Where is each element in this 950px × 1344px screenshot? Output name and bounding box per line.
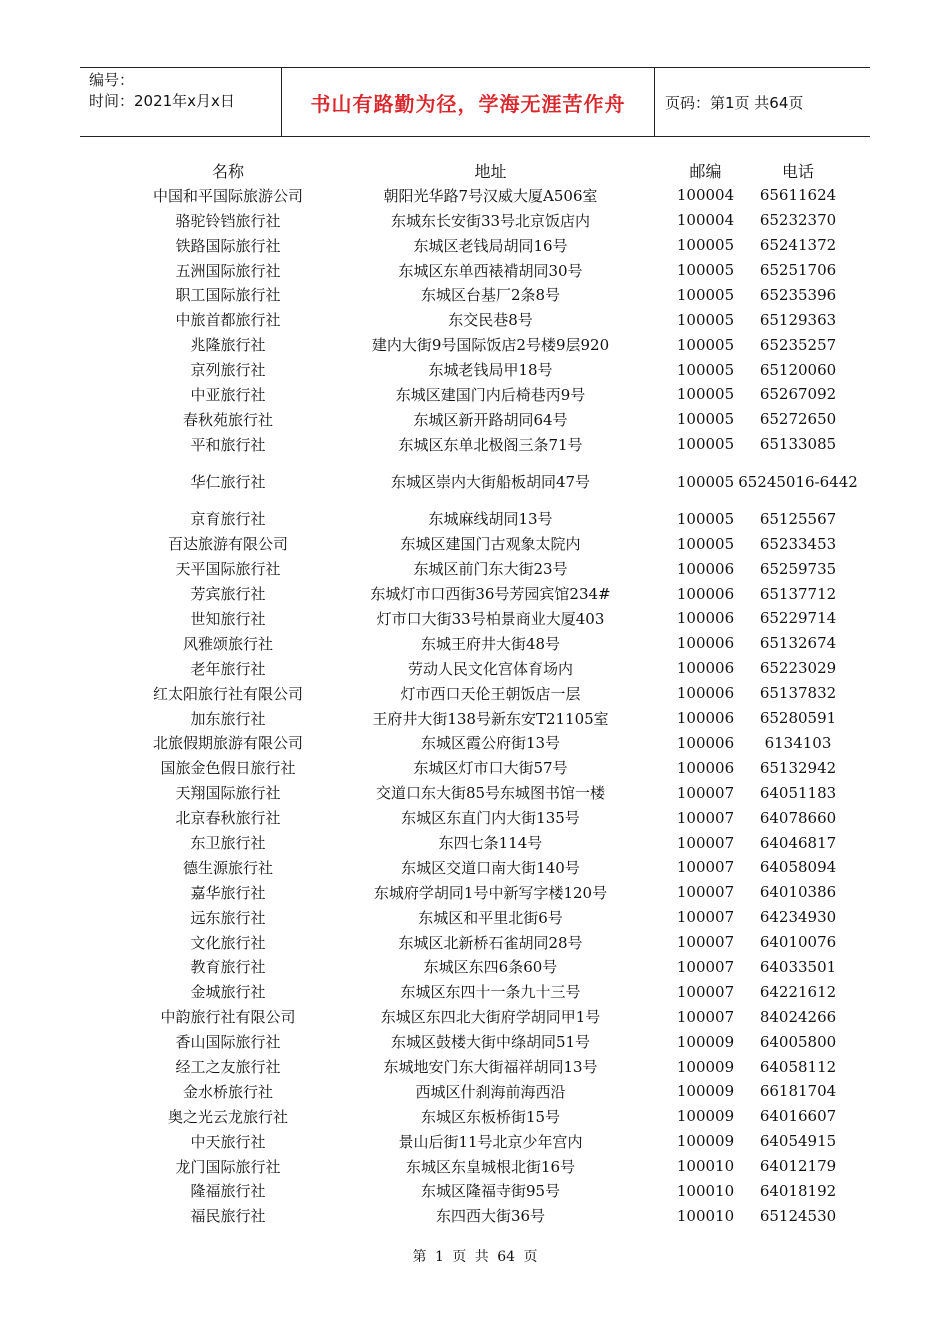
cell-name: 京列旅行社 bbox=[190, 361, 266, 380]
cell-phone: 64033501 bbox=[759, 957, 837, 976]
table-row bbox=[148, 1104, 858, 1129]
cell-zip: 100007 bbox=[676, 883, 735, 902]
page-header bbox=[80, 67, 870, 137]
cell-name: 兆隆旅行社 bbox=[190, 336, 266, 355]
cell-zip: 100010 bbox=[676, 1157, 735, 1176]
travel-agency-table bbox=[148, 158, 858, 1228]
cell-phone: 65133085 bbox=[759, 435, 837, 454]
table-row bbox=[148, 755, 858, 780]
table-row bbox=[148, 681, 858, 706]
cell-address: 建内大街9号国际饭店2号楼9层920 bbox=[371, 336, 610, 355]
cell-address: 东城府学胡同1号中新写字楼120号 bbox=[373, 883, 608, 902]
cell-zip: 100006 bbox=[676, 559, 735, 578]
cell-address: 东城区和平里北街6号 bbox=[418, 908, 563, 927]
cell-zip: 100007 bbox=[676, 808, 735, 827]
cell-address: 东城区霞公府街13号 bbox=[420, 734, 561, 753]
cell-phone: 65137832 bbox=[759, 684, 837, 703]
table-row bbox=[148, 955, 858, 980]
cell-address: 东城区建国门内后椅巷丙9号 bbox=[395, 385, 586, 404]
cell-address: 东城地安门东大街福祥胡同13号 bbox=[383, 1058, 598, 1077]
cell-phone: 65241372 bbox=[759, 236, 837, 255]
table-row bbox=[148, 332, 858, 357]
cell-name: 老年旅行社 bbox=[190, 659, 266, 678]
cell-address: 景山后街11号北京少年宫内 bbox=[398, 1132, 583, 1151]
cell-zip: 100005 bbox=[676, 236, 735, 255]
cell-zip: 100006 bbox=[676, 584, 735, 603]
table-row bbox=[148, 979, 858, 1004]
table-row bbox=[148, 382, 858, 407]
cell-address: 东城区隆福寺街95号 bbox=[420, 1182, 561, 1201]
cell-name: 铁路国际旅行社 bbox=[175, 236, 281, 255]
cell-zip: 100009 bbox=[676, 1032, 735, 1051]
column-header-zip: 邮编 bbox=[689, 161, 722, 181]
cell-address: 东城区交道口南大街140号 bbox=[401, 858, 580, 877]
cell-name: 远东旅行社 bbox=[190, 908, 266, 927]
cell-zip: 100006 bbox=[676, 758, 735, 777]
table-row bbox=[148, 606, 858, 631]
cell-phone: 64078660 bbox=[759, 808, 837, 827]
cell-address: 东城东长安街33号北京饭店内 bbox=[390, 211, 591, 230]
table-row bbox=[148, 307, 858, 332]
cell-name: 加东旅行社 bbox=[190, 709, 266, 728]
cell-zip: 100007 bbox=[676, 957, 735, 976]
table-row bbox=[148, 1079, 858, 1104]
cell-phone: 64016607 bbox=[759, 1107, 837, 1126]
cell-zip: 100006 bbox=[676, 659, 735, 678]
cell-name: 龙门国际旅行社 bbox=[175, 1157, 281, 1176]
cell-name: 世知旅行社 bbox=[190, 609, 266, 628]
cell-phone: 64010386 bbox=[759, 883, 837, 902]
cell-name: 红太阳旅行社有限公司 bbox=[152, 684, 303, 703]
cell-zip: 100005 bbox=[676, 410, 735, 429]
table-row bbox=[148, 233, 858, 258]
cell-name: 芳宾旅行社 bbox=[190, 585, 266, 604]
table-row bbox=[148, 1203, 858, 1228]
cell-address: 东城区建国门古观象太院内 bbox=[400, 535, 581, 554]
cell-name: 平和旅行社 bbox=[190, 435, 266, 454]
cell-address: 劳动人民文化宫体育场内 bbox=[407, 659, 573, 678]
column-header-name: 名称 bbox=[211, 161, 244, 181]
table-row bbox=[148, 282, 858, 307]
cell-address: 王府井大街138号新东安T21105室 bbox=[372, 709, 609, 728]
cell-zip: 100005 bbox=[676, 335, 735, 354]
cell-name: 金城旅行社 bbox=[190, 983, 266, 1002]
cell-name: 百达旅游有限公司 bbox=[167, 535, 288, 554]
cell-name: 中亚旅行社 bbox=[190, 385, 266, 404]
table-row bbox=[148, 183, 858, 208]
cell-address: 东城麻线胡同13号 bbox=[428, 510, 553, 529]
cell-phone: 65124530 bbox=[759, 1206, 837, 1225]
header-meta bbox=[80, 68, 282, 136]
cell-name: 香山国际旅行社 bbox=[175, 1033, 281, 1052]
cell-address: 东城区北新桥石雀胡同28号 bbox=[398, 933, 583, 952]
cell-zip: 100006 bbox=[676, 709, 735, 728]
cell-phone: 65245016-6442 bbox=[738, 472, 858, 491]
table-row bbox=[148, 731, 858, 756]
cell-name: 金水桥旅行社 bbox=[182, 1082, 273, 1101]
cell-name: 五洲国际旅行社 bbox=[175, 261, 281, 280]
cell-phone: 65132674 bbox=[759, 634, 837, 653]
cell-address: 东城区东单北极阁三条71号 bbox=[398, 435, 583, 454]
cell-address: 东城区新开路胡同64号 bbox=[413, 410, 568, 429]
cell-name: 福民旅行社 bbox=[190, 1207, 266, 1226]
cell-zip: 100005 bbox=[676, 385, 735, 404]
cell-name: 职工国际旅行社 bbox=[175, 286, 281, 305]
cell-address: 东城王府井大街48号 bbox=[420, 634, 561, 653]
cell-zip: 100009 bbox=[676, 1132, 735, 1151]
cell-phone: 65251706 bbox=[759, 261, 837, 279]
column-header-address: 地址 bbox=[474, 161, 507, 181]
cell-phone: 64221612 bbox=[759, 982, 837, 1001]
cell-phone: 64005800 bbox=[759, 1032, 837, 1051]
cell-name: 骆驼铃铛旅行社 bbox=[175, 211, 281, 230]
cell-phone: 64051183 bbox=[759, 783, 837, 802]
cell-zip: 100006 bbox=[676, 733, 735, 752]
table-row bbox=[148, 258, 858, 283]
cell-name: 德生源旅行社 bbox=[182, 858, 273, 877]
table-row bbox=[148, 581, 858, 606]
cell-zip: 100007 bbox=[676, 783, 735, 802]
table-row bbox=[148, 905, 858, 930]
table-row bbox=[148, 706, 858, 731]
cell-phone: 84024266 bbox=[759, 1007, 837, 1026]
table-row bbox=[148, 930, 858, 955]
cell-address: 东城灯市口西街36号芳园宾馆234# bbox=[370, 585, 611, 604]
cell-name: 国旅金色假日旅行社 bbox=[160, 759, 296, 778]
cell-address: 西城区什刹海前海西沿 bbox=[415, 1082, 566, 1101]
cell-name: 天翔国际旅行社 bbox=[175, 784, 281, 803]
cell-phone: 65272650 bbox=[759, 410, 837, 429]
cell-name: 经工之友旅行社 bbox=[175, 1058, 281, 1077]
cell-name: 中韵旅行社有限公司 bbox=[160, 1008, 296, 1027]
table-row bbox=[148, 1154, 858, 1179]
cell-name: 教育旅行社 bbox=[190, 958, 266, 977]
motto: 书山有路勤为径，学海无涯苦作舟 bbox=[282, 68, 655, 136]
cell-zip: 100009 bbox=[676, 1057, 735, 1076]
cell-address: 东城老钱局甲18号 bbox=[428, 361, 553, 380]
column-header-phone: 电话 bbox=[781, 161, 814, 181]
page-footer: 第 1 页 共 64 页 bbox=[412, 1249, 538, 1265]
cell-zip: 100005 bbox=[676, 534, 735, 553]
cell-address: 东交民巷8号 bbox=[448, 311, 533, 330]
cell-address: 东城区鼓楼大街中绦胡同51号 bbox=[390, 1033, 591, 1052]
cell-phone: 64058112 bbox=[759, 1057, 837, 1076]
cell-phone: 65235396 bbox=[759, 285, 837, 304]
cell-address: 东城区东四十一条九十三号 bbox=[400, 983, 581, 1002]
cell-address: 东城区东单西裱褙胡同30号 bbox=[398, 261, 583, 280]
time-label: 时间：2021年x月x日 bbox=[89, 92, 235, 110]
cell-name: 春秋苑旅行社 bbox=[182, 410, 273, 429]
cell-phone: 65611624 bbox=[759, 186, 837, 205]
cell-address: 东城区台基厂2条8号 bbox=[420, 286, 561, 305]
cell-zip: 100007 bbox=[676, 833, 735, 852]
cell-name: 中旅首都旅行社 bbox=[175, 311, 281, 330]
cell-phone: 6134103 bbox=[764, 733, 832, 752]
cell-address: 东城区东四北大街府学胡同甲1号 bbox=[380, 1008, 601, 1027]
table-row bbox=[148, 880, 858, 905]
table-row bbox=[148, 805, 858, 830]
cell-name: 隆福旅行社 bbox=[190, 1182, 266, 1201]
table-row bbox=[148, 656, 858, 681]
cell-phone: 64054915 bbox=[759, 1132, 837, 1151]
cell-address: 东城区老钱局胡同16号 bbox=[413, 236, 568, 255]
cell-phone: 65125567 bbox=[759, 509, 837, 528]
table-row bbox=[148, 407, 858, 432]
cell-address: 东城区东四6条60号 bbox=[423, 958, 558, 977]
table-row bbox=[148, 506, 858, 531]
cell-address: 东四七条114号 bbox=[438, 834, 543, 852]
cell-name: 文化旅行社 bbox=[190, 933, 266, 952]
cell-name: 风雅颂旅行社 bbox=[182, 634, 273, 653]
cell-phone: 66181704 bbox=[759, 1082, 837, 1101]
cell-phone: 65280591 bbox=[759, 709, 837, 728]
cell-phone: 65232370 bbox=[759, 211, 837, 230]
cell-zip: 100009 bbox=[676, 1107, 735, 1126]
cell-name: 中天旅行社 bbox=[190, 1132, 266, 1151]
cell-zip: 100004 bbox=[676, 186, 735, 205]
cell-phone: 64018192 bbox=[759, 1181, 837, 1200]
cell-address: 灯市西口天伦王朝饭店一层 bbox=[400, 684, 581, 703]
cell-address: 东城区东直门内大街135号 bbox=[401, 809, 580, 828]
cell-phone: 64058094 bbox=[759, 858, 837, 877]
cell-phone: 64046817 bbox=[759, 833, 837, 852]
table-row bbox=[148, 531, 858, 556]
table-row bbox=[148, 357, 858, 382]
cell-name: 北旅假期旅游有限公司 bbox=[152, 734, 303, 753]
cell-zip: 100005 bbox=[676, 360, 735, 379]
cell-name: 华仁旅行社 bbox=[190, 473, 266, 492]
cell-address: 灯市口大街33号柏景商业大厦403 bbox=[376, 609, 605, 628]
cell-name: 天平国际旅行社 bbox=[175, 560, 281, 579]
cell-zip: 100007 bbox=[676, 858, 735, 877]
cell-phone: 65120060 bbox=[759, 360, 837, 379]
table-row bbox=[148, 457, 858, 507]
cell-phone: 65132942 bbox=[759, 758, 837, 777]
cell-name: 京育旅行社 bbox=[190, 510, 266, 529]
cell-zip: 100009 bbox=[676, 1082, 735, 1101]
cell-phone: 65267092 bbox=[759, 385, 837, 404]
table-row bbox=[148, 208, 858, 233]
cell-address: 东城区灯市口大街57号 bbox=[413, 759, 568, 778]
cell-name: 嘉华旅行社 bbox=[190, 883, 266, 902]
page-info: 页码：第1页 共64页 bbox=[665, 93, 804, 112]
cell-phone: 64012179 bbox=[759, 1157, 837, 1176]
number-label: 编号： bbox=[89, 71, 135, 89]
cell-zip: 100006 bbox=[676, 634, 735, 653]
table-row bbox=[148, 556, 858, 581]
cell-zip: 100006 bbox=[676, 609, 735, 628]
cell-name: 北京春秋旅行社 bbox=[175, 809, 281, 828]
cell-zip: 100006 bbox=[676, 684, 735, 703]
cell-zip: 100007 bbox=[676, 982, 735, 1001]
table-row bbox=[148, 780, 858, 805]
cell-zip: 100010 bbox=[676, 1206, 735, 1225]
table-row bbox=[148, 1029, 858, 1054]
cell-zip: 100005 bbox=[676, 472, 735, 491]
cell-zip: 100007 bbox=[676, 1007, 735, 1026]
cell-address: 东四西大街36号 bbox=[435, 1207, 546, 1226]
cell-name: 奥之光云龙旅行社 bbox=[167, 1107, 288, 1126]
cell-phone: 65223029 bbox=[759, 659, 837, 678]
cell-zip: 100005 bbox=[676, 310, 735, 329]
table-header-row bbox=[148, 158, 858, 183]
cell-name: 东卫旅行社 bbox=[190, 834, 266, 852]
cell-address: 东城区东板桥街15号 bbox=[420, 1107, 561, 1126]
cell-phone: 64010076 bbox=[759, 933, 837, 952]
cell-address: 东城区前门东大街23号 bbox=[413, 560, 568, 579]
cell-phone: 65233453 bbox=[759, 534, 837, 553]
cell-zip: 100007 bbox=[676, 908, 735, 927]
cell-zip: 100005 bbox=[676, 509, 735, 528]
table-row bbox=[148, 855, 858, 880]
cell-phone: 65129363 bbox=[759, 310, 837, 329]
cell-phone: 65259735 bbox=[759, 559, 837, 578]
cell-phone: 65235257 bbox=[759, 335, 837, 354]
cell-address: 东城区崇内大街船板胡同47号 bbox=[390, 473, 591, 492]
table-row bbox=[148, 1004, 858, 1029]
cell-phone: 65137712 bbox=[759, 584, 837, 603]
cell-phone: 64234930 bbox=[759, 908, 837, 927]
table-row bbox=[148, 631, 858, 656]
table-row bbox=[148, 1054, 858, 1079]
table-row bbox=[148, 432, 858, 457]
cell-address: 交道口东大街85号东城图书馆一楼 bbox=[375, 784, 606, 803]
cell-name: 中国和平国际旅游公司 bbox=[152, 186, 303, 205]
cell-zip: 100005 bbox=[676, 435, 735, 454]
cell-address: 朝阳光华路7号汉威大厦A506室 bbox=[383, 186, 598, 205]
cell-zip: 100010 bbox=[676, 1181, 735, 1200]
table-row bbox=[148, 830, 858, 855]
cell-zip: 100007 bbox=[676, 933, 735, 952]
table-row bbox=[148, 1129, 858, 1154]
cell-address: 东城区东皇城根北街16号 bbox=[405, 1157, 576, 1176]
cell-zip: 100004 bbox=[676, 211, 735, 230]
table-row bbox=[148, 1179, 858, 1204]
cell-zip: 100005 bbox=[676, 261, 735, 279]
cell-phone: 65229714 bbox=[759, 609, 837, 628]
cell-zip: 100005 bbox=[676, 285, 735, 304]
